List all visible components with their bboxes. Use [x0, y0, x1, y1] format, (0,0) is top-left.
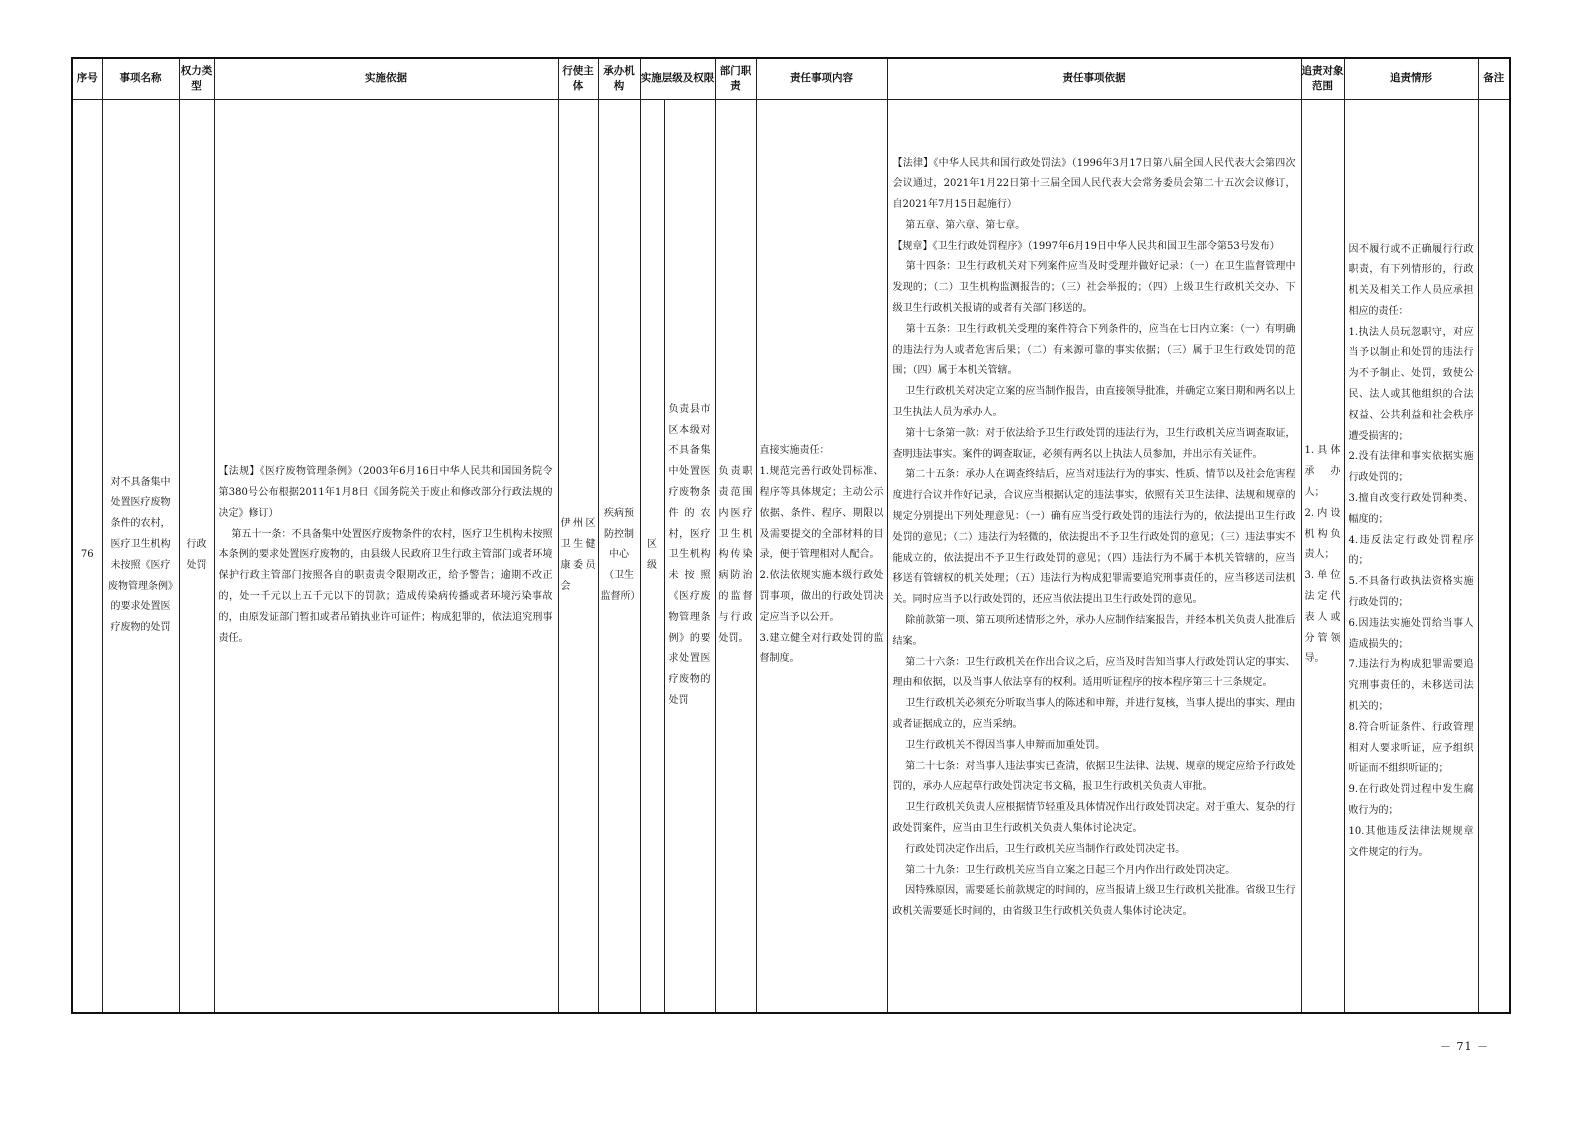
- responsibility-table: [71, 57, 1511, 1014]
- header-situation: 追责情形: [1344, 58, 1478, 99]
- power-type-text: 行政处罚: [186, 538, 207, 571]
- cell-level: [640, 99, 664, 1013]
- header-row: [72, 58, 1510, 99]
- cell-agency: [598, 99, 640, 1013]
- header-level: 实施层级及权限: [640, 58, 715, 99]
- resp-basis-text: 【法律】《中华人民共和国行政处罚法》（1996年3月17日第八届全国人民代表大会第四次会议通过，2021年1月22日第十三届全国人民代表大会常务委员会第二十五次会议修订，自2021年7月15日起施行） 第五章、第六章、第七章。 【规章】《卫生行政处罚程序》（1997年6月19日中华人民共和国卫生部令第53号发布） 第十四条：卫生行政机关对下列案件应当及时受理并做好记录：（一）在卫生监督管理中发现的；（二）卫生机构监测报告的；（三）社会举报的；（四）上级卫生行政机关交办、下级卫生行政机关报请的或者有关部门移送的。 第十五条：卫生行政机关受理的案件符合下列条件的，应当在七日内立案：（一）有明确的违法行为人或者危害后果；（二）有来源可靠的事实依据；（三）属于卫生行政处罚的范围；（四）属于本机关管辖。 卫生行政机关对决定立案的应当制作报告，由直接领导批准，并确定立案日期和两名以上卫生执法人员为承办人。 第十七条第一款：对于依法给予卫生行政处罚的违法行为，卫生行政机关应当调查取证，查明违法事实。案件的调查取证，必须有两名以上执法人员参加，并出示有关证件。 第二十五条：承办人在调查终结后，应当对违法行为的事实、性质、情节以及社会危害程度进行合议并作好记录，合议应当根据认定的违法事实，依照有关卫生法律、法规和规章的规定分别提出下列处理意见：（一）确有应当受行政处罚的违法行为的，依法提出卫生行政处罚的意见；（二）违法行为轻微的，依法提出不予卫生行政处罚的意见；（三）违法事实不能成立的，依法提出不予卫生行政处罚的意见；（四）违法行为不属于本机关管辖的，应当移送有管辖权的机关处理；（五）违法行为构成犯罪需要追究刑事责任的，应当移送司法机关。同时应当予以行政处罚的，还应当依法提出卫生行政处罚的意见。 除前款第一项、第五项所述情形之外，承办人应制作结案报告，并经本机关负责人批准后结案。 第二十六条：卫生行政机关在作出合议之后，应当及时告知当事人行政处罚认定的事实、理由和依据，以及当事人依法享有的权利。适用听证程序的按本程序第三十三条规定。 卫生行政机关必须充分听取当事人的陈述和申辩，并进行复核，当事人提出的事实、理由或者证据成立的，应当采纳。 卫生行政机关不得因当事人申辩而加重处罚。 第二十七条：对当事人违法事实已查清，依据卫生法律、法规、规章的规定应给予行政处罚的，承办人应起草行政处罚决定书文稿，报卫生行政机关负责人审批。 卫生行政机关负责人应根据情节轻重及具体情况作出行政处罚决定。对于重大、复杂的行政处罚案件，应当由卫生行政机关负责人集体讨论决定。 行政处罚决定作出后，卫生行政机关应当制作行政处罚决定书。 第二十九条：卫生行政机关应当自立案之日起三个月内作出行政处罚决定。 因特殊原因，需要延长前款规定的时间的，应当报请上级卫生行政机关批准。省级卫生行政机关需要延长时间的，由省级卫生行政机关负责人集体讨论决定。: [892, 157, 1296, 918]
- cell-subject: [558, 99, 598, 1013]
- situation-text: 因不履行或不正确履行行政职责，有下列情形的，行政机关及相关工作人员应承担相应的责任： 1.执法人员玩忽职守，对应当予以制止和处罚的违法行为不予制止、处罚，致使公民、法人或其他组织的合法权益、公共利益和社会秩序遭受损害的； 2.没有法律和事实依据实施行政处罚的； 3.擅自改变行政处罚种类、幅度的； 4.违反法定行政处罚程序的； 5.不具备行政执法资格实施行政处罚的； 6.因违法实施处罚给当事人造成损失的； 7.违法行为构成犯罪需要追究刑事责任的，未移送司法机关的； 8.符合听证条件、行政管理相对人要求听证，应予组织听证而不组织听证的； 9.在行政处罚过程中发生腐败行为的； 10.其他违反法律法规规章文件规定的行为。: [1348, 243, 1474, 858]
- header-basis: 实施依据: [214, 58, 558, 99]
- cell-name: [102, 99, 179, 1013]
- agency-text: 疾病预防控制中心（卫生监督所）: [600, 507, 641, 602]
- cell-level-desc: [664, 99, 715, 1013]
- header-subject: 行使主体: [558, 58, 598, 99]
- cell-power-type: [179, 99, 214, 1013]
- header-scope: 追责对象范围: [1301, 58, 1344, 99]
- level-desc-text: 负责县市区本级对不具备集中处置医疗废物条件的农村，医疗卫生机构未按照《医疗废物管理条例》的要求处置医疗废物的处罚: [668, 403, 711, 706]
- basis-text: 【法规】《医疗废物管理条例》（2003年6月16日中华人民共和国国务院令第380号公布根据2011年1月8日《国务院关于废止和修改部分行政法规的决定》修订） 第五十一条：不具备集中处置医疗废物条件的农村，医疗卫生机构未按照本条例的要求处置医疗废物的，由县级人民政府卫生行政主管部门或者环境保护行政主管部门按照各自的职责责令限期改正，给予警告；逾期不改正的，处一千元以上五千元以下的罚款；造成传染病传播或者环境污染事故的，由原发证部门暂扣或者吊销执业许可证件；构成犯罪的，依法追究刑事责任。: [218, 466, 553, 644]
- cell-duty: [715, 99, 756, 1013]
- resp-content-text: 直接实施责任： 1.规范完善行政处罚标准、程序等具体规定；主动公示依据、条件、程序、期限以及需要提交的全部材料的目录，便于管理相对人配合。 2.依法依规实施本级行政处罚事项，做出的行政处罚决定应当予以公开。 3.建立健全对行政处罚的监督制度。: [759, 445, 884, 665]
- cell-resp-content: [756, 99, 887, 1013]
- header-agency: 承办机构: [598, 58, 640, 99]
- duty-text: 负责职责范围内医疗卫生机构传染病防治的监督与行政处罚。: [718, 466, 753, 644]
- header-resp-basis: 责任事项依据: [887, 58, 1301, 99]
- cell-situation: [1344, 99, 1478, 1013]
- item-name-text: 对不具备集中处置医疗废物条件的农村，医疗卫生机构未按照《医疗废物管理条例》的要求处置医疗废物的处罚: [108, 476, 173, 634]
- header-resp-content: 责任事项内容: [756, 58, 887, 99]
- scope-text: 1.具体承办人； 2.内设机构负责人； 3.单位法定代表人或分管领导。: [1304, 445, 1341, 665]
- header-power-type: 权力类型: [179, 58, 214, 99]
- page-number: － 71 －: [1440, 1040, 1489, 1053]
- header-seq: 序号: [72, 58, 102, 99]
- cell-scope: [1301, 99, 1344, 1013]
- level-text: 区级: [647, 538, 657, 571]
- header-name: 事项名称: [102, 58, 179, 99]
- seq-text: 76: [80, 549, 94, 561]
- subject-text: 伊州区卫生健康委员会: [560, 518, 596, 592]
- cell-resp-basis: [887, 99, 1301, 1013]
- header-duty: 部门职责: [715, 58, 756, 99]
- cell-seq: [72, 99, 102, 1013]
- table-row: [72, 99, 1510, 1013]
- cell-remark: [1478, 99, 1510, 1013]
- header-remark: 备注: [1478, 58, 1510, 99]
- cell-basis: [214, 99, 558, 1013]
